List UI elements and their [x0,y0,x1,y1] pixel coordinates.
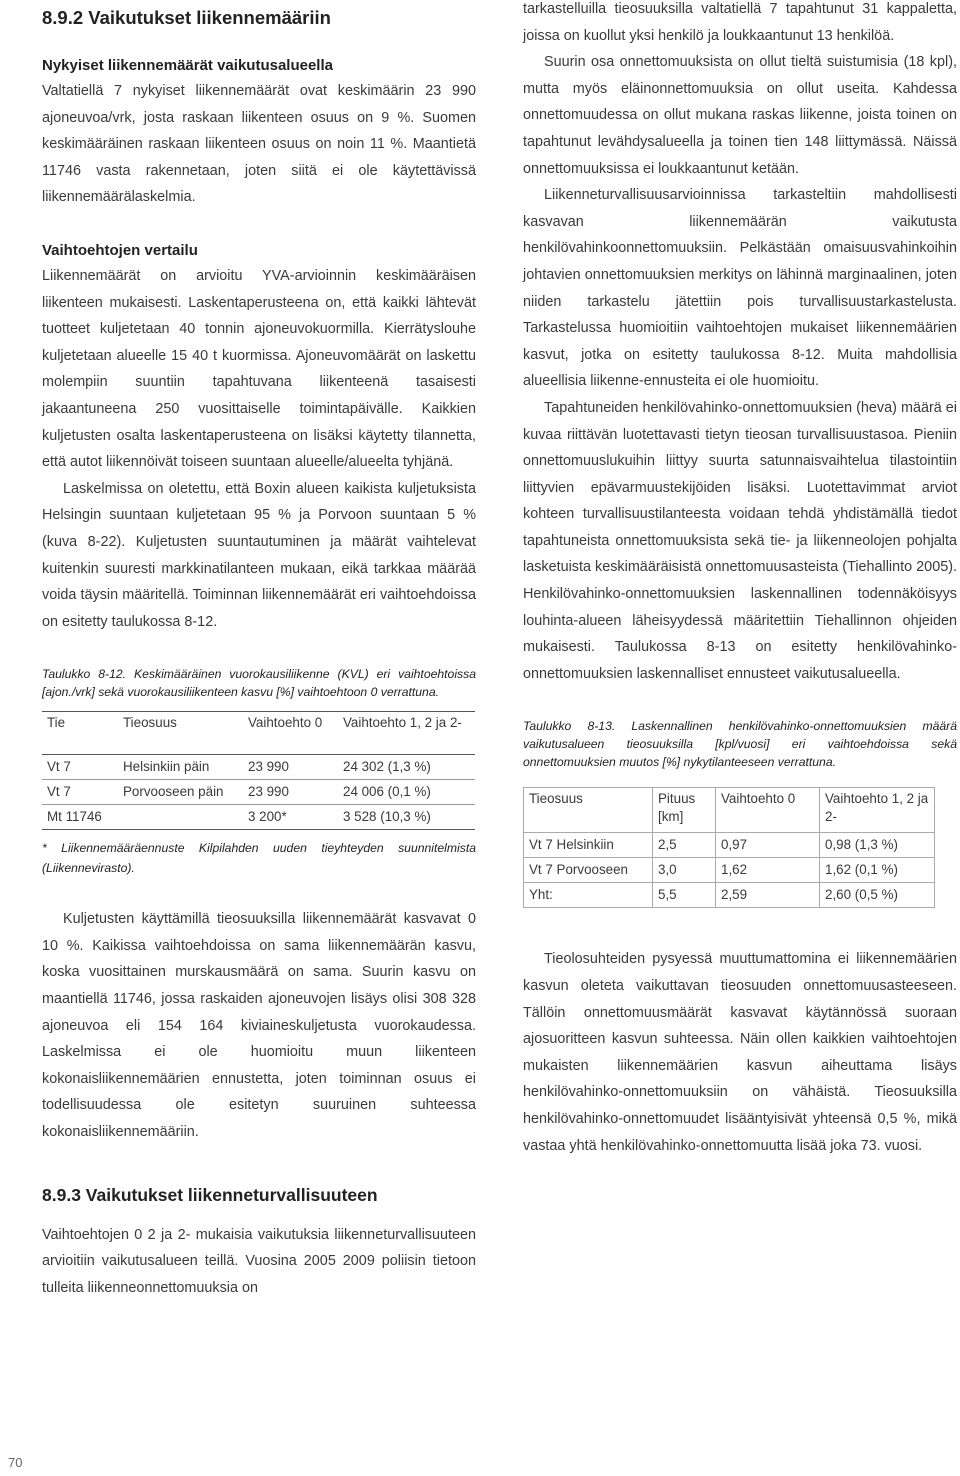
table-8-12 [42,711,475,830]
paragraph-traffic-growth: Kuljetusten käyttämillä tieosuuksilla liikennemäärät kasvavat 0 10 %. Kaikissa vaihtoehdoissa on sama liikennemäärän kasvu, koska vuosittainen murskausmäärä on sama. Suurin kasvu on maantiellä 11746, jossa raskaiden ajoneuvojen lisäys olisi 308 328 ajoneuvoa eli 154 164 kiviaineskuljetusta vuorokaudessa. Laskelmissa ei ole huomioitu muun liikenteen kokonaisliikennemäärien ennustetta, joten toiminnan osuus ei todellisuudessa ole esitetyn suuruinen suhteessa kokonaisliikennemääriin. [42,911,476,1141]
page-number: 70 [8,1455,23,1470]
table-header-cell: Vaihtoehto 0 [716,788,820,833]
table-cell: Porvooseen päin [118,780,243,805]
table-cell: Mt 11746 [47,809,102,825]
subheading-alternatives-comparison: Vaihtoehtojen vertailu [42,241,198,259]
table-cell: 3 528 (10,3 %) [343,809,431,825]
table-cell: Vt 7 Helsinkiin [524,833,653,858]
table-cell: 1,62 (0,1 %) [820,858,935,883]
table-cell: Helsinkiin päin [118,755,243,780]
table-header-cell: Tieosuus [524,788,653,833]
paragraph-accident-types: Suurin osa onnettomuuksista on ollut tieltä suistumisia (18 kpl), mutta myös eläinonnettomuuksia on ollut useita. Kahdessa onnettomuudessa on ollut mukana raskas liikenne, joista toinen on tapahtunut levähdysalueella ja toinen tien 148 liittymässä. Näissä onnettomuuksissa ei loukkaantunut ketään. [523,54,957,177]
table-row [524,833,935,858]
section-heading-8-9-2: 8.9.2 Vaikutukset liikennemääriin [42,7,331,28]
table-8-12-caption: Taulukko 8-12. Keskimääräinen vuorokausiliikenne (KVL) eri vaihtoehtoissa [ajon./vrk] sekä vuorokausiliikenteen kasvu [%] vaihtoehtoon 0 verrattuna. [42,667,476,700]
table-header-cell: Tieosuus [118,712,243,755]
table-cell: 3 200* [248,809,287,825]
table-cell: 3,0 [653,858,716,883]
table-cell: 24 006 (0,1 %) [338,780,475,805]
table-header-cell: Pituus [km] [653,788,716,833]
table-cell: 1,62 [716,858,820,883]
table-cell: 2,5 [653,833,716,858]
table-8-12-footnote: * Liikennemääräennuste Kilpilahden uuden tieyhteyden suunnitelmista (Liikennevirasto). [42,841,476,876]
table-header-cell: Vaihtoehto 0 [243,712,338,755]
table-header-cell: Tie [42,712,118,755]
table-row [42,805,475,830]
table-row [42,755,475,780]
table-cell: 0,97 [716,833,820,858]
section-heading-8-9-3: 8.9.3 Vaikutukset liikenneturvallisuuteen [42,1184,378,1205]
paragraph-safety-assessment: Liikenneturvallisuusarvioinnissa tarkasteltiin mahdollisesti kasvavan liikennemäärän vaikutusta henkilövahinkoonnettomuuksiin. Pelkästään omaisuusvahinkoihin johtavien onnettomuuksien merkitys on lähinnä marginaalinen, joten niiden tarkastelu jätettiin pois turvallisuustarkastelusta. Tarkastelussa huomioitiin vaihtoehtojen mukaiset liikennemäärien kasvut, jotka on esitetty taulukossa 8-12. Muita mahdollisia alueellisia liikenne-ennusteita ei ole huomioitu. [523,187,957,390]
table-cell: Vt 7 [42,780,118,805]
table-row [42,780,475,805]
table-cell: Yht: [524,883,653,908]
paragraph-alternatives-2: Laskelmissa on oletettu, että Boxin alueen kaikista kuljetuksista Helsingin suuntaan kuljetetaan 95 % ja Porvoon suuntaan 5 % (kuva 8-22). Kuljetusten suuntautuminen ja määrät vaihtelevat kuitenkin suuresti markkinatilanteen mukaan, eikä tarkkaa määrää voida täysin määritellä. Toiminnan liikennemäärät eri vaihtoehdoissa on esitetty taulukossa 8-12. [42,480,476,630]
table-header-row [42,712,475,755]
table-cell: Vt 7 Porvooseen [524,858,653,883]
paragraph-accidents-count: tarkastelluilla tieosuuksilla valtatiellä 7 tapahtunut 31 kappaletta, joissa on kuollut yksi henkilö ja loukkaantunut 13 henkilöä. [523,1,957,44]
right-column [523,0,957,1159]
table-header-cell: Vaihtoehto 1, 2 ja 2- [338,712,475,755]
table-cell: 23 990 [243,780,338,805]
table-cell: 23 990 [243,755,338,780]
paragraph-heva-reliability: Tapahtuneiden henkilövahinko-onnettomuuksien (heva) määrä ei kuvaa riittävän luotettavasti tietyn tieosan turvallisuustasoa. Pieniin onnettomuuslukuihin liittyy suurta satunnaisvaihtelua tilastointiin liittyvien epävarmuustekijöiden lisäksi. Luotettavimmat arviot kohteen turvallisuustilanteesta voidaan tehdä yhdistämällä tiedot tapahtuneista onnettomuuksista sekä tie- ja liikenneolojen pohjalta lasketuista keskimääräisistä onnettomuusasteista (Tiehallinto 2005). Henkilövahinko-onnettomuuksien laskennallinen todennäköisyys louhinta-alueen läheisyydessä määritettiin Tiehallinnon ohjeiden mukaisesti. Taulukossa 8-13 on esitetty henkilövahinko-onnettomuuksien laskennalliset ennusteet vaikutusalueella. [523,399,957,682]
table-cell: 5,5 [653,883,716,908]
paragraph-conclusion: Tieolosuhteiden pysyessä muuttumattomina ei liikennemäärien kasvun oleteta vaikuttavan tieosuuden onnettomuusasteeseen. Tällöin onnettomuusmäärät kasvavat käytännössä suoraan ajosuoritteen kasvun suhteessa. Näin ollen kaikkien vaihtoehtojen mukaisten liikennemäärien kasvun aiheuttama lisäys henkilövahinko-onnettomuuksiin on vähäistä. Tieosuuksilla henkilövahinko-onnettomuudet lisääntyisivät yhteensä 0,5 %, mikä vastaa yhtä henkilövahinko-onnettomuutta lisää joka 73. vuosi. [523,951,957,1154]
table-cell: 2,59 [716,883,820,908]
table-8-13 [523,787,935,908]
table-header-cell: Vaihtoehto 1, 2 ja 2- [820,788,935,833]
subheading-current-traffic: Nykyiset liikennemäärät vaikutusalueella [42,57,333,74]
paragraph-alternatives-1: Liikennemäärät on arvioitu YVA-arvioinnin keskimääräisen liikenteen mukaisesti. Laskentaperusteena on, että kaikki lähtevät tuotteet kuljetetaan 40 tonnin ajoneuvokuormilla. Kierrätyslouhe kuljetetaan alueelle 15 40 t kuormissa. Ajoneuvomäärät on laskettu molempiin suuntiin tapahtuvana liikenteenä tasaisesti jakaantuneena 250 vuosittaiselle toimintapäivälle. Kaikkien kuljetusten osalta laskentaperusteena on lisäksi käytetty tilannetta, että autot liikennöivät toiseen suuntaan alueelle/alueelta tyhjänä. [42,267,476,471]
paragraph-current-traffic: Valtatiellä 7 nykyiset liikennemäärät ovat keskimäärin 23 990 ajoneuvoa/vrk, josta raskaan liikenteen osuus on 9 %. Suomen keskimääräinen raskaan liikenteen osuus on noin 11 %. Maantietä 11746 vasta rakennetaan, joten siitä ei ole käytettävissä liikennemäärälaskelmia. [42,83,476,206]
table-header-row [524,788,935,833]
left-column [42,0,476,1301]
table-cell: 0,98 (1,3 %) [820,833,935,858]
table-8-13-caption: Taulukko 8-13. Laskennallinen henkilövahinko-onnettomuuksien määrä vaikutusalueen tieosuuksilla [kpl/vuosi] eri vaihtoehdoissa sekä onnettomuuksien muutos [%] nykytilanteeseen verrattuna. [523,719,957,770]
table-cell: Vt 7 [42,755,118,780]
table-row [524,883,935,908]
table-cell: 2,60 (0,5 %) [820,883,935,908]
table-cell [118,805,243,830]
table-cell: 24 302 (1,3 %) [338,755,475,780]
paragraph-traffic-safety: Vaihtoehtojen 0 2 ja 2- mukaisia vaikutuksia liikenneturvallisuuteen arvioitiin vaikutusalueen teillä. Vuosina 2005 2009 poliisin tietoon tulleita liikenneonnettomuuksia on [42,1226,476,1296]
table-row [524,858,935,883]
